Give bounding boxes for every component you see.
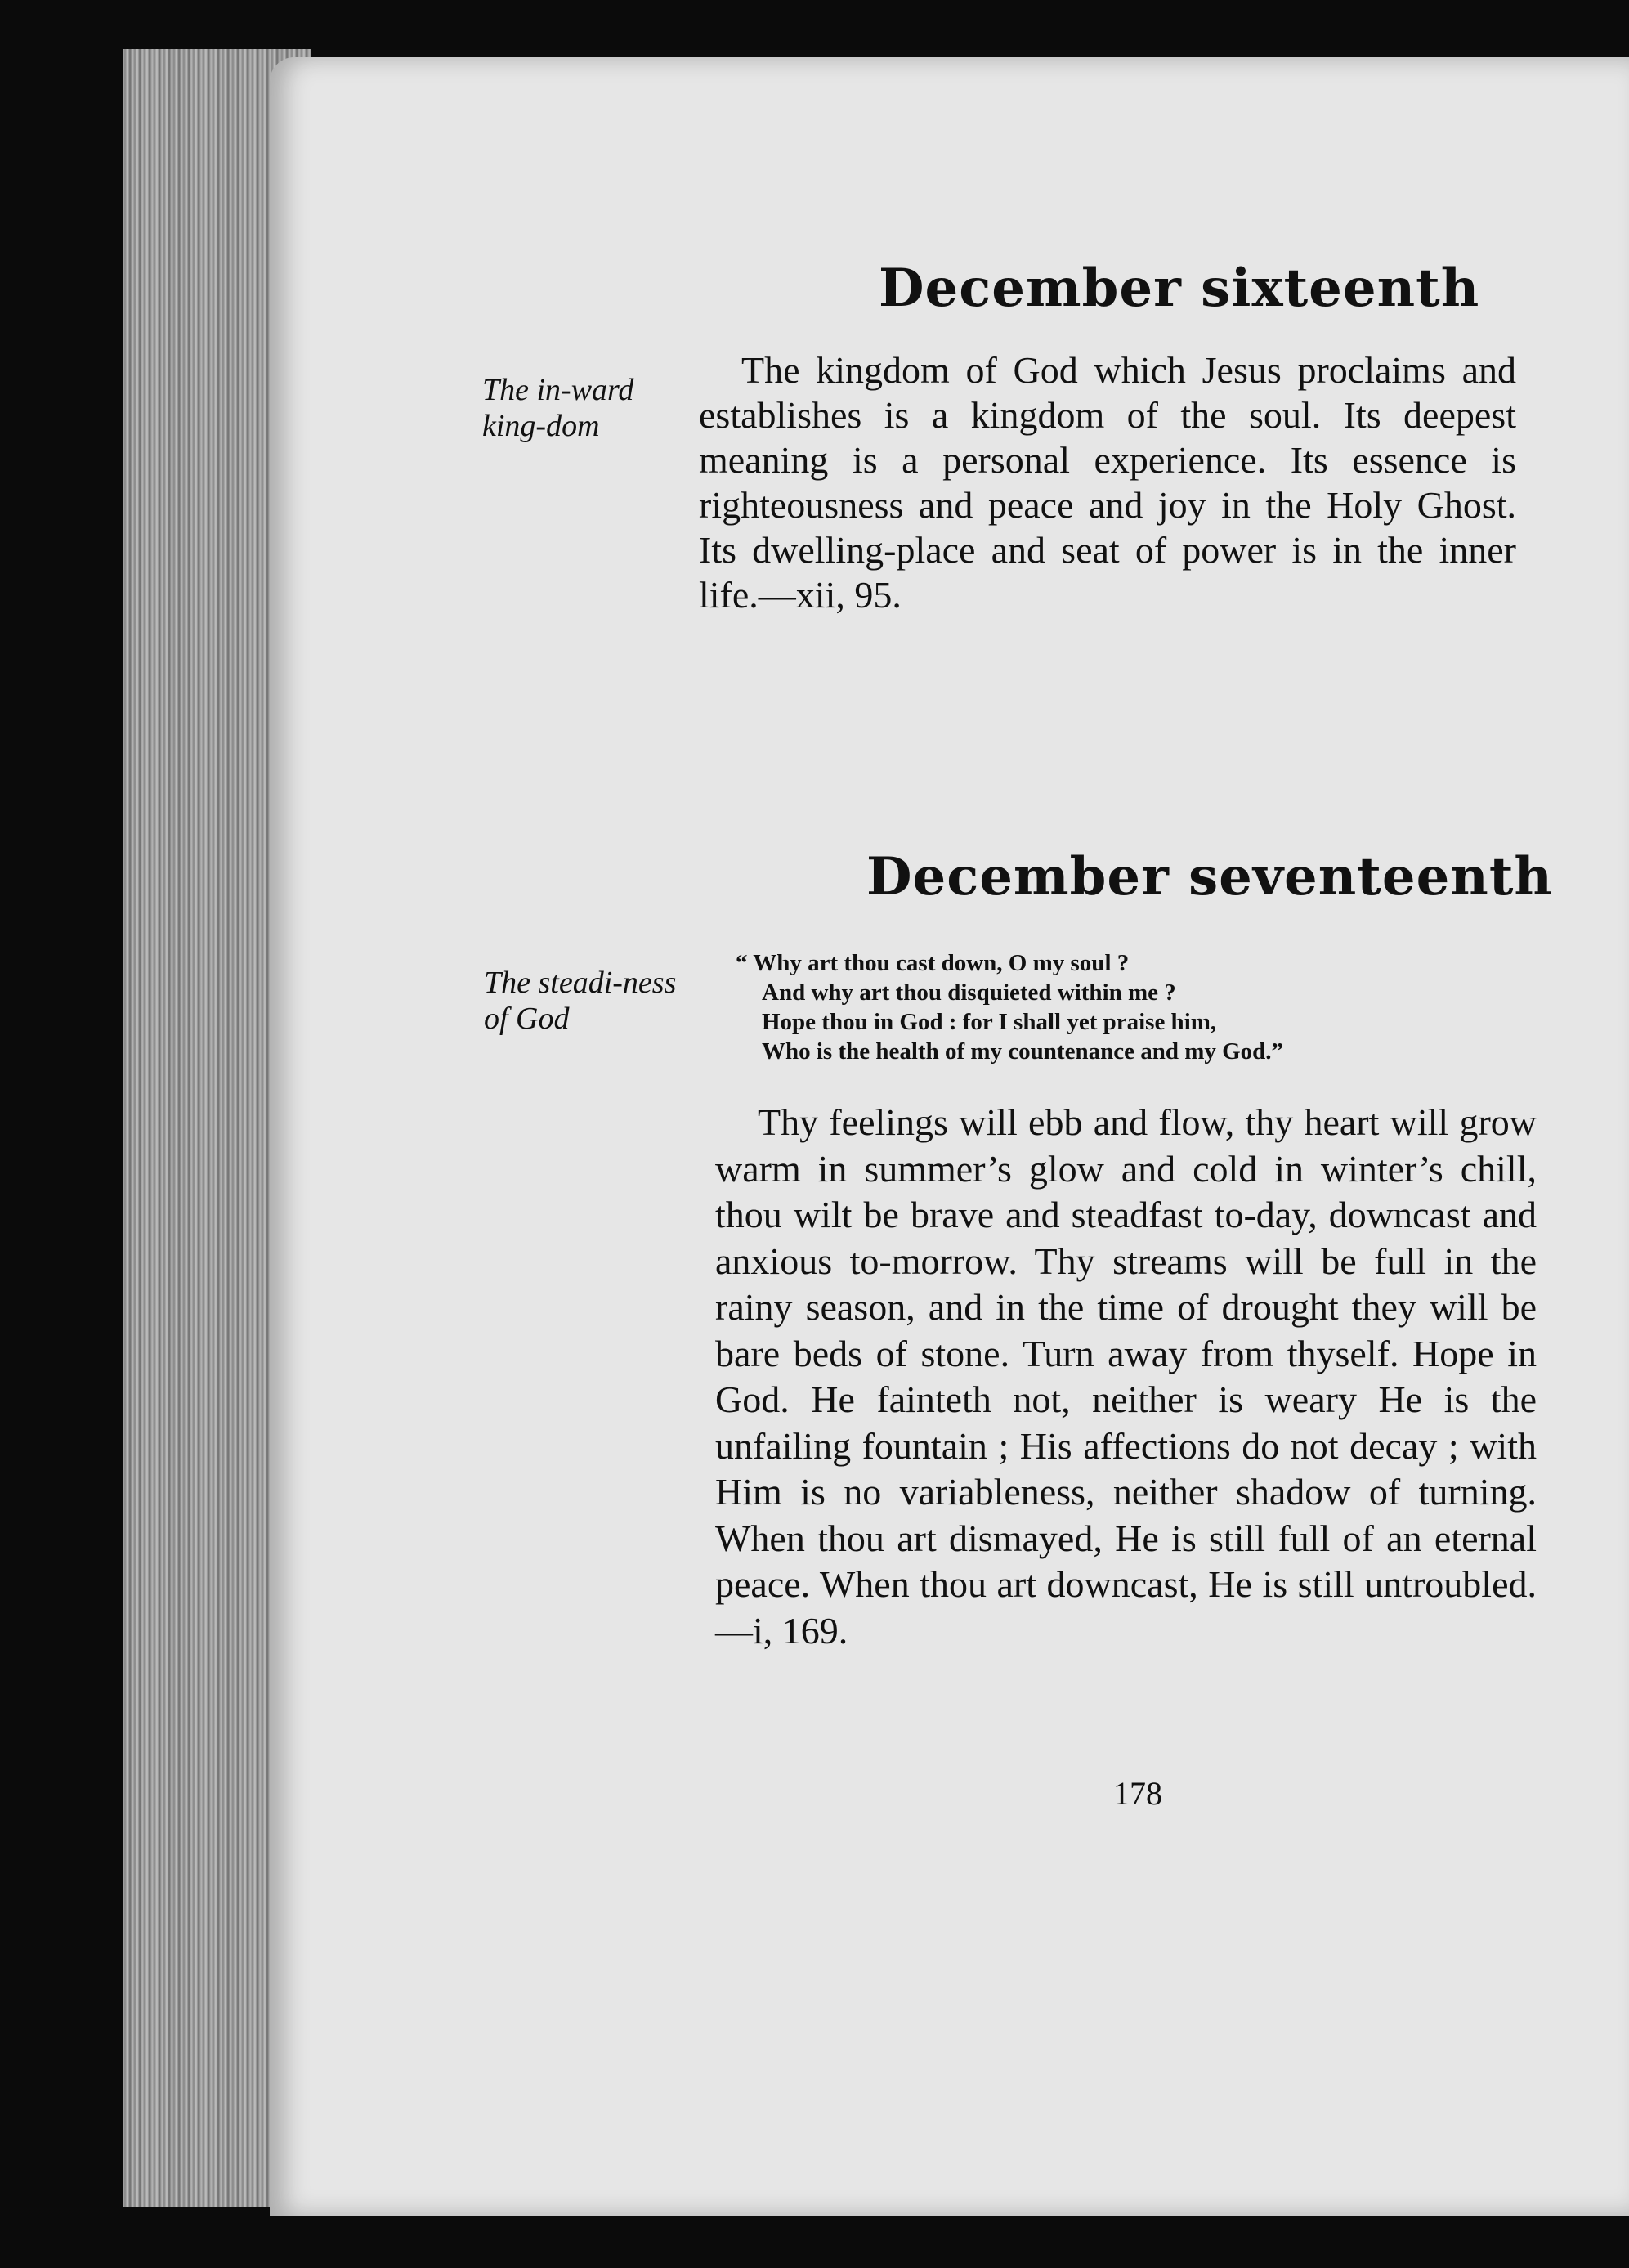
verse-line: Who is the health of my countenance and my God.”: [762, 1038, 1284, 1065]
verse-line: “ Why art thou cast down, O my soul ?: [736, 950, 1130, 976]
paragraph: The kingdom of God which Jesus proclaims and establishes is a kingdom of the soul. Its deepest meaning is a personal experience. Its essence is righteousness and peace and joy in the Holy Ghost. Its dwelling-place and seat of power is in the inner life.—xii, 95.: [699, 349, 1516, 616]
entry-text-december-sixteenth: [699, 347, 1516, 617]
margin-note-steadiness-of-god: The steadi-ness of God: [484, 966, 677, 1036]
heading-december-seventeenth: December seventeenth: [866, 846, 1553, 908]
verse-quote: [736, 948, 1283, 1066]
verse-line: And why art thou disquieted within me ?: [762, 979, 1176, 1006]
paragraph: Thy feelings will ebb and flow, thy heart will grow warm in summer’s glow and cold in winter’s chill, thou wilt be brave and steadfast to-day, downcast and anxious to-morrow. Thy streams will be full in the rainy season, and in the time of drought they will be bare beds of stone. Turn away from thyself. Hope in God. He fainteth not, neither is weary He is the unfailing fountain ; His affections do not decay ; with Him is no variableness, neither shadow of turning. When thou art dismayed, He is still full of an eternal peace. When thou art downcast, He is still untroubled.—i, 169.: [715, 1101, 1537, 1652]
margin-note-inward-kingdom: The in-ward king-dom: [482, 373, 634, 443]
verse-line: Hope thou in God : for I shall yet praise him,: [762, 1009, 1217, 1035]
page-number: 178: [1113, 1775, 1162, 1812]
entry-text-december-seventeenth: [715, 1100, 1537, 1654]
heading-december-sixteenth: December sixteenth: [879, 258, 1480, 319]
